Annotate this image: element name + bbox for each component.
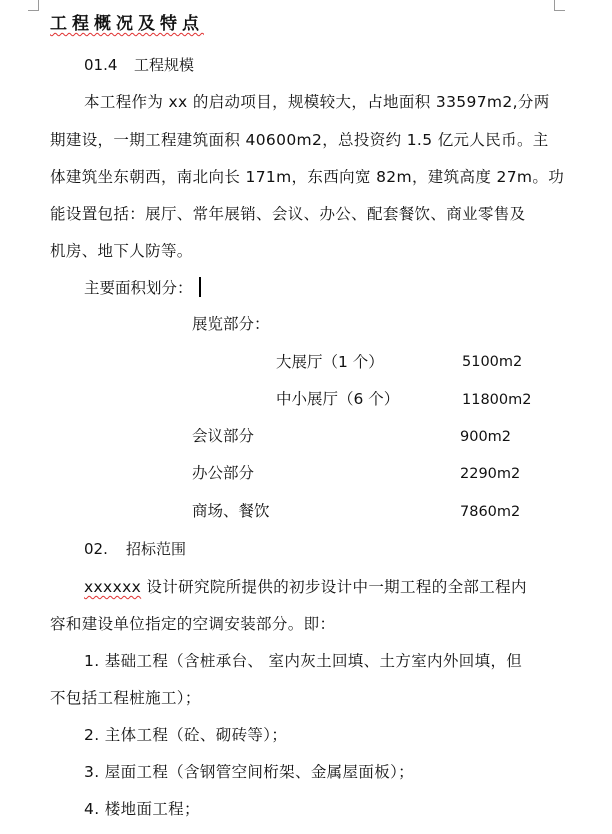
paragraph-line	[84, 577, 590, 597]
area-heading: 主要面积划分：	[84, 279, 193, 297]
area-row-label: 中小展厅（6 个）	[276, 390, 400, 408]
margin-corner-mark-right	[554, 0, 565, 11]
paragraph-line: 期建设，一期工程建筑面积 40600m2，总投资约 1.5 亿元人民币。主	[50, 131, 549, 149]
paragraph-line: 体建筑坐东朝西，南北向长 171m，东西向宽 82m，建筑高度 27m。功	[50, 168, 565, 186]
area-row-value: 5100m2	[462, 354, 523, 370]
paragraph-line: 本工程作为 xx 的启动项目，规模较大，占地面积 33597m2,分两	[84, 93, 550, 111]
paragraph-line: 能设置包括：展厅、常年展销、会议、办公、配套餐饮、商业零售及	[50, 205, 526, 223]
area-row-value: 2290m2	[460, 466, 521, 482]
area-row-label: 办公部分	[192, 464, 255, 482]
paragraph-line: 机房、地下人防等。	[50, 242, 193, 260]
paragraph-line: 容和建设单位指定的空调安装部分。即：	[50, 615, 336, 633]
list-item: 3. 屋面工程（含钢管空间桁架、金属屋面板）；	[84, 763, 415, 781]
list-item-continuation: 不包括工程桩施工）；	[50, 689, 201, 707]
list-item: 4. 楼地面工程；	[84, 800, 200, 818]
list-item: 2. 主体工程（砼、砌砖等）；	[84, 726, 288, 744]
section-heading-scope	[84, 539, 186, 559]
exhibition-heading: 展览部分：	[192, 315, 270, 333]
margin-corner-mark-left	[28, 0, 39, 11]
area-row-value: 11800m2	[462, 392, 532, 408]
section-title: 招标范围	[126, 540, 187, 558]
text-cursor	[199, 277, 201, 297]
area-row-label: 商场、餐饮	[192, 502, 270, 520]
area-row-value: 900m2	[460, 429, 512, 445]
document-heading: 工程概况及特点	[50, 14, 204, 34]
area-row-label: 会议部分	[192, 427, 255, 445]
section-heading-scale	[84, 55, 194, 75]
area-heading-line	[84, 277, 201, 298]
paragraph-text: 设计研究院所提供的初步设计中一期工程的全部工程内	[141, 578, 527, 596]
list-item: 1. 基础工程（含桩承台、 室内灰土回填、土方室内外回填，但	[84, 652, 523, 670]
section-number: 02.	[84, 540, 108, 558]
area-row-label: 大展厅（1 个）	[276, 353, 384, 371]
section-number: 01.4	[84, 56, 118, 74]
area-row-value: 7860m2	[460, 504, 521, 520]
placeholder-institute: xxxxxx	[84, 578, 142, 596]
section-title: 工程规模	[134, 56, 195, 74]
